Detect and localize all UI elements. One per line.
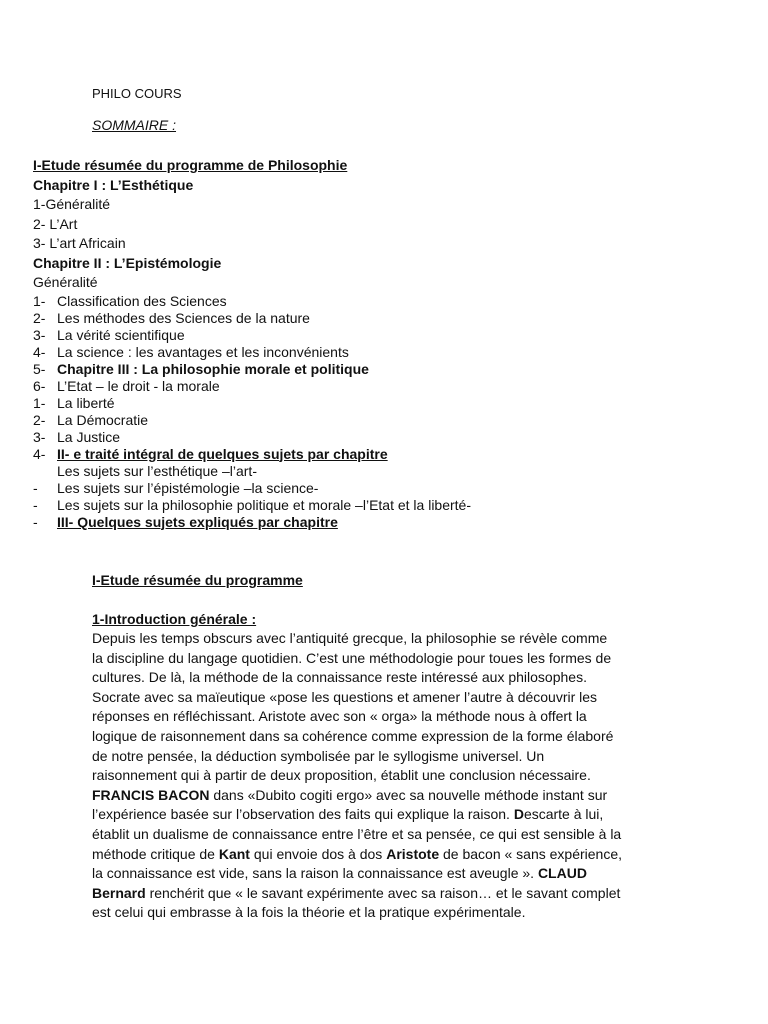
toc-item: [33, 429, 733, 446]
toc-item: [33, 176, 733, 196]
toc-item-text: Chapitre I : L’Esthétique: [33, 176, 194, 193]
toc-item-number: 3-: [33, 428, 46, 445]
toc-item-number: 2-: [33, 309, 46, 326]
paragraph-text: de notre pensée, la déduction symbolisée par le syllogisme universel. Un: [92, 747, 545, 764]
paragraph-text: cultures. De là, la méthode de la connaissance reste intéressé aux philosophes.: [92, 669, 587, 686]
sommaire-heading: SOMMAIRE :: [92, 117, 177, 133]
toc-item: [33, 273, 733, 293]
toc-item-number: -: [33, 513, 38, 530]
paragraph-line: [92, 668, 682, 688]
paragraph-text: dans «Dubito cogiti ergo» avec sa nouvelle méthode instant sur: [209, 786, 608, 803]
toc-item-number: 5-: [33, 360, 46, 377]
intro-paragraph: [92, 629, 682, 923]
bold-name: FRANCIS BACON: [92, 786, 210, 803]
section-title: I-Etude résumée du programme: [92, 572, 303, 588]
toc-item: [33, 463, 733, 480]
toc-item-number: -: [33, 496, 38, 513]
bold-name: Kant: [218, 845, 250, 862]
toc-item-text: Chapitre II : L’Epistémologie: [33, 254, 222, 271]
paragraph-line: [92, 864, 682, 884]
toc-item-text: La Justice: [57, 428, 121, 445]
toc-item: [33, 395, 733, 412]
bold-name: CLAUD: [537, 865, 587, 882]
toc-item-number: 3-: [33, 326, 46, 343]
toc-item-text: Les sujets sur la philosophie politique et morale –l’Etat et la liberté-: [57, 496, 472, 513]
paragraph-line: [92, 825, 682, 845]
toc-item: [33, 344, 733, 361]
bold-name: D: [513, 806, 524, 823]
paragraph-text: qui envoie dos à dos: [249, 845, 387, 862]
toc-item-text: II- e traité intégral de quelques sujets par chapitre: [57, 445, 388, 462]
paragraph-line: [92, 629, 682, 649]
toc-item-text: III- Quelques sujets expliqués par chapitre: [57, 513, 338, 530]
paragraph-text: est celui qui embrasse à la fois la théorie et la pratique expérimentale.: [92, 904, 526, 921]
paragraph-text: établit un dualisme de connaissance entre l’être et sa pensée, ce qui est sensible à la: [92, 825, 622, 842]
toc-item: [33, 327, 733, 344]
paragraph-line: [92, 805, 682, 825]
bold-name: Bernard: [92, 884, 146, 901]
toc-item-number: 4-: [33, 445, 46, 462]
toc-item-number: 4-: [33, 343, 46, 360]
toc-item-text: 1-Généralité: [33, 196, 111, 212]
paragraph-text: Socrate avec sa maïeutique «pose les questions et amener l’autre à découvrir les: [92, 688, 598, 705]
paragraph-text: méthode critique de: [92, 845, 219, 862]
toc-item: [33, 215, 733, 235]
paragraph-line: [92, 727, 682, 747]
toc-item: [33, 446, 733, 463]
toc-item: [33, 378, 733, 395]
toc-item: [33, 234, 733, 254]
paragraph-text: Depuis les temps obscurs avec l’antiquité grecque, la philosophie se révèle comme: [92, 630, 608, 646]
toc-item-text: 3- L’art Africain: [33, 235, 126, 251]
toc-item-number: 1-: [33, 292, 46, 309]
paragraph-line: [92, 786, 682, 806]
toc-item-text: La vérité scientifique: [57, 326, 185, 343]
toc-item: [33, 293, 733, 310]
paragraph-line: [92, 707, 682, 727]
toc-item-text: Les sujets sur l’épistémologie –la science-: [57, 479, 319, 496]
toc-item-text: Généralité: [33, 274, 98, 290]
paragraph-text: la connaissance est vide, sans la raison la connaissance est aveugle ».: [92, 865, 538, 882]
toc-item-text: La science : les avantages et les inconvénients: [57, 343, 349, 360]
toc-item: [33, 254, 733, 274]
toc-item: [33, 480, 733, 497]
toc-item-number: 1-: [33, 394, 46, 411]
toc-item-text: Chapitre III : La philosophie morale et politique: [57, 360, 369, 377]
paragraph-text: raisonnement qui à partir de deux proposition, établit une conclusion nécessaire.: [92, 767, 591, 784]
paragraph-line: [92, 649, 682, 669]
toc-item-text: Les méthodes des Sciences de la nature: [57, 309, 310, 326]
paragraph-text: logique de raisonnement dans sa cohérence comme expression de la forme élaboré: [92, 727, 614, 744]
toc-item: [33, 514, 733, 531]
toc-item-text: 2- L’Art: [33, 215, 78, 232]
paragraph-line: [92, 688, 682, 708]
table-of-contents: [33, 156, 733, 531]
paragraph-text: de bacon « sans expérience,: [439, 845, 623, 862]
toc-item: [33, 497, 733, 514]
paragraph-line: [92, 884, 682, 904]
toc-item: [33, 195, 733, 215]
paragraph-text: réponses en réfléchissant. Aristote avec son « orga» la méthode nous à offert la: [92, 708, 587, 725]
toc-item-text: L’Etat – le droit - la morale: [57, 377, 220, 394]
paragraph-text: l’expérience basée sur l’observation des faits qui explique la raison.: [92, 806, 514, 823]
toc-item-number: 2-: [33, 411, 46, 428]
paragraph-text: renchérit que « le savant expérimente avec sa raison… et le savant complet: [145, 884, 621, 901]
toc-item: [33, 412, 733, 429]
document-header: PHILO COURS: [92, 86, 182, 101]
toc-item: [33, 310, 733, 327]
intro-title: 1-Introduction générale :: [92, 611, 257, 627]
toc-item: [33, 156, 733, 176]
toc-item-number: -: [33, 479, 38, 496]
toc-item-text: La Démocratie: [57, 411, 149, 428]
toc-item-text: I-Etude résumée du programme de Philosophie: [33, 157, 348, 173]
toc-item-text: Classification des Sciences: [57, 292, 227, 309]
paragraph-text: la discipline du langage quotidien. C’est une méthodologie pour toues les formes de: [92, 649, 612, 666]
paragraph-line: [92, 747, 682, 767]
toc-item-text: La liberté: [57, 394, 115, 411]
bold-name: Aristote: [386, 845, 440, 862]
paragraph-line: [92, 766, 682, 786]
toc-item-number: 6-: [33, 377, 46, 394]
paragraph-line: [92, 903, 682, 923]
toc-item: [33, 361, 733, 378]
paragraph-text: escarte à lui,: [523, 806, 604, 823]
toc-item-text: Les sujets sur l’esthétique –l’art-: [57, 462, 257, 479]
paragraph-line: [92, 845, 682, 865]
